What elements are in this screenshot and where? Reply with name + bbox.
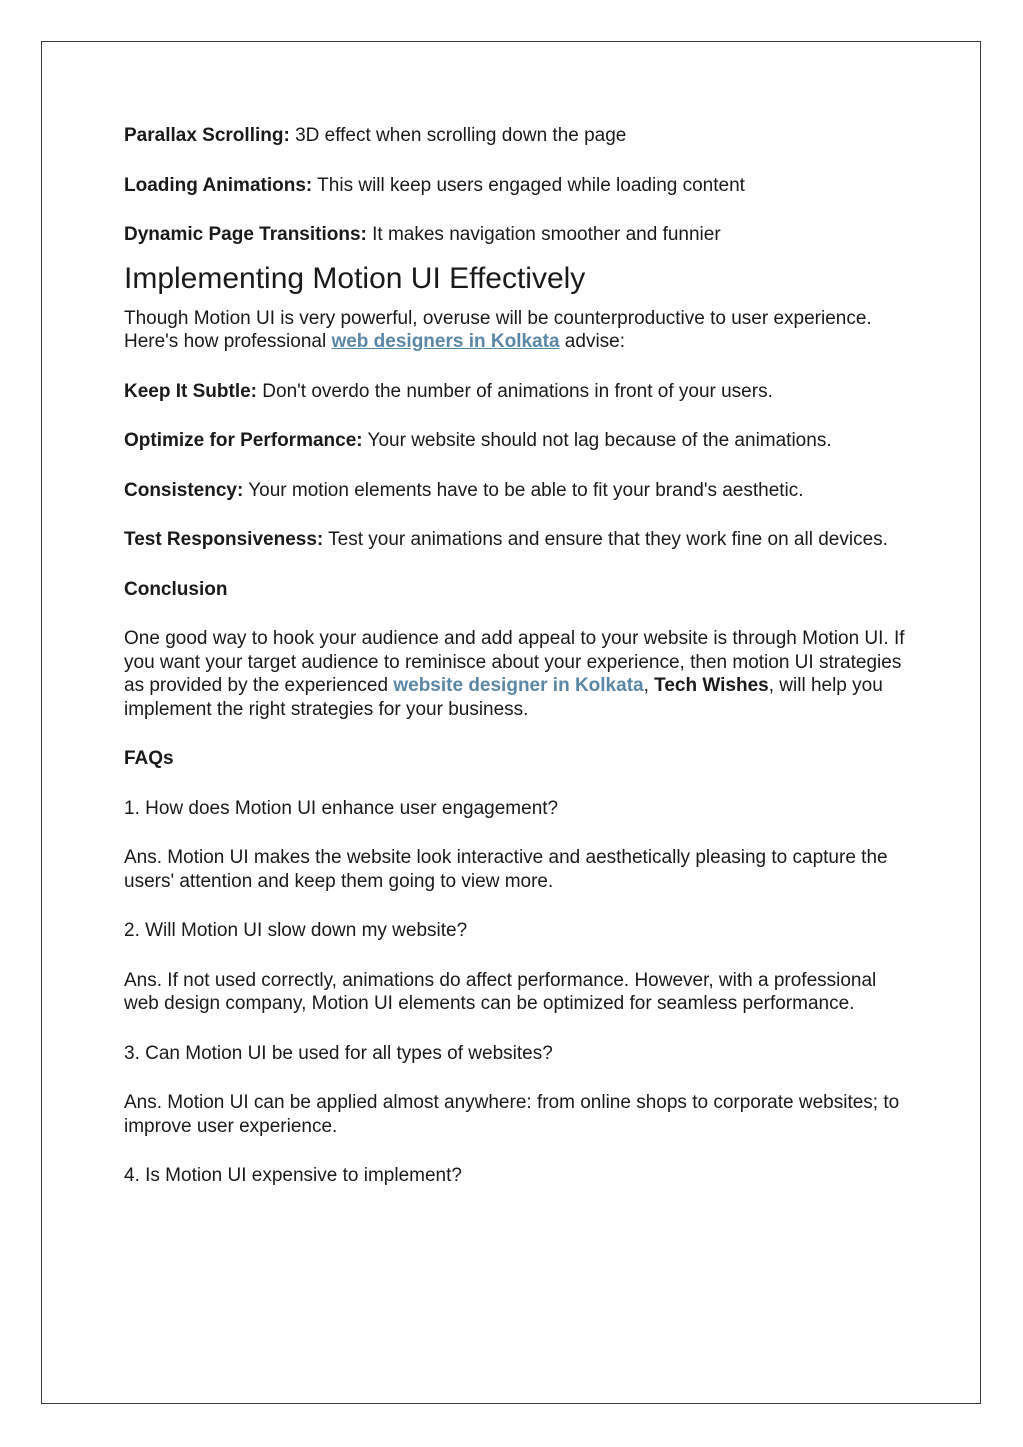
conclusion-text: One good way to hook your audience and add appeal to your website is through Motion UI. If you want your target audience to reminisce about your experience, then motion UI strategies as provided by the experienced: [124, 628, 905, 696]
tip-label: Test Responsiveness:: [124, 529, 324, 550]
intro-text-end: advise:: [559, 331, 626, 352]
tip-label: Consistency:: [124, 479, 244, 501]
tip-text: Your website should not lag because of the animations.: [362, 430, 832, 451]
conclusion-heading: Conclusion: [124, 578, 228, 600]
feature-page-transitions: [124, 223, 914, 247]
feature-text: It makes navigation smoother and funnier: [366, 224, 721, 245]
faq-question: 4. Is Motion UI expensive to implement?: [124, 1165, 462, 1186]
tip-text: Test your animations and ensure that they work fine on all devices.: [323, 529, 888, 550]
tip-consistency: [124, 479, 914, 503]
faq-question: 2. Will Motion UI slow down my website?: [124, 920, 468, 941]
website-designer-link[interactable]: website designer in Kolkata: [393, 675, 644, 696]
intro-text: Though Motion UI is very powerful, overuse will be counterproductive to user experience. Here's how professional: [124, 307, 872, 352]
feature-label: Parallax Scrolling:: [124, 125, 290, 146]
feature-parallax: [124, 124, 914, 148]
section-intro: [124, 307, 914, 354]
tip-test-responsiveness: [124, 528, 914, 552]
tip-keep-subtle: [124, 380, 914, 404]
faq-answer: Ans. If not used correctly, animations do affect performance. However, with a professional web design company, Motion UI elements can be optimized for seamless performance.: [124, 969, 877, 1014]
tip-label: Keep It Subtle:: [124, 380, 258, 402]
feature-label: Dynamic Page Transitions:: [124, 224, 367, 245]
tip-text: Your motion elements have to be able to fit your brand's aesthetic.: [243, 479, 804, 501]
section-heading: Implementing Motion UI Effectively: [124, 261, 586, 295]
conclusion-text-end: , will help you implement the right strategies for your business.: [124, 675, 883, 720]
conclusion-comma: ,: [643, 675, 655, 696]
conclusion-paragraph: [124, 627, 914, 721]
feature-text: 3D effect when scrolling down the page: [289, 125, 627, 146]
faq-answer: Ans. Motion UI can be applied almost anywhere: from online shops to corporate websites; to improve user experience.: [124, 1092, 900, 1137]
document-body: [124, 124, 914, 1214]
feature-text: This will keep users engaged while loading content: [312, 174, 745, 196]
feature-label: Loading Animations:: [124, 174, 313, 196]
tip-optimize-performance: [124, 429, 914, 453]
faq-question: 3. Can Motion UI be used for all types of websites?: [124, 1042, 553, 1064]
web-designers-link[interactable]: web designers in Kolkata: [331, 331, 560, 352]
feature-loading-animations: [124, 174, 914, 198]
faq-question: 1. How does Motion UI enhance user engagement?: [124, 797, 559, 819]
tip-text: Don't overdo the number of animations in front of your users.: [257, 380, 773, 402]
tip-label: Optimize for Performance:: [124, 430, 363, 451]
faqs-heading: FAQs: [124, 748, 174, 769]
brand-name: Tech Wishes: [654, 675, 769, 696]
faq-answer: Ans. Motion UI makes the website look interactive and aesthetically pleasing to capture the users' attention and keep them going to view more.: [124, 847, 888, 892]
